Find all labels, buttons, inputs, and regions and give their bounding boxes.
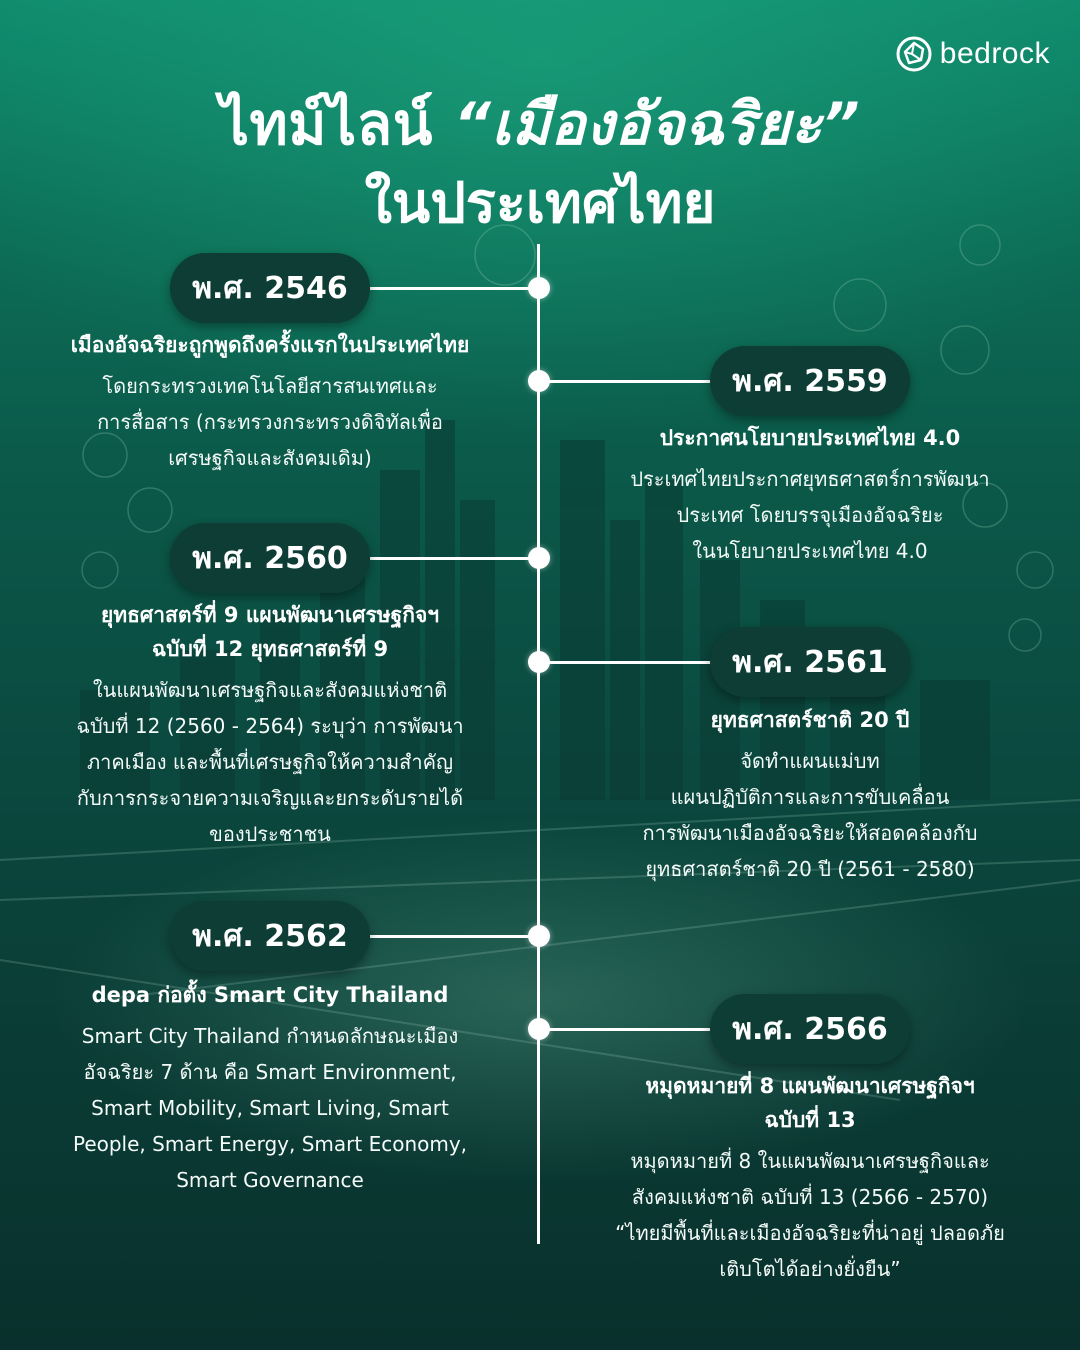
event-description-line: เติบโตได้อย่างยั่งยืน” [719,1257,901,1281]
event-description-line: People, Smart Energy, Smart Economy, [72,1132,468,1156]
event-headline-line: ยุทธศาสตร์ที่ 9 แผนพัฒนาเศรษฐกิจฯ [100,603,440,627]
event-description-line: ในนโยบายประเทศไทย 4.0 [692,539,928,563]
event-description-line: ประเทศไทยประกาศยุทธศาสตร์การพัฒนา [630,467,990,491]
event-headline: depa ก่อตั้ง Smart City Thailand [91,983,449,1007]
year-badge-2566: พ.ศ. 2566 [710,994,910,1064]
event-headline [10,598,530,666]
event-description-line: กับการกระจายความเจริญและยกระดับรายได้ [76,786,464,810]
event-description-line: การพัฒนาเมืองอัจฉริยะให้สอดคล้องกับ [642,821,978,845]
event-headline [560,1069,1060,1137]
timeline-connector [370,557,540,560]
event-description-line: สังคมแห่งชาติ ฉบับที่ 13 (2566 - 2570) [631,1185,989,1209]
event-2562 [10,978,530,1198]
event-description [10,368,530,476]
event-headline: ยุทธศาสตร์ชาติ 20 ปี [710,708,910,732]
timeline-connector [538,380,713,383]
event-description-line: ฉบับที่ 12 (2560 - 2564) ระบุว่า การพัฒนา [76,714,464,738]
event-description [10,672,530,852]
event-description-line: แผนปฏิบัติการและการขับเคลื่อน [670,785,950,809]
event-description-line: โดยกระทรวงเทคโนโลยีสารสนเทศและ [102,374,438,398]
timeline-connector [370,287,540,290]
event-headline-line: ฉบับที่ 12 ยุทธศาสตร์ที่ 9 [151,637,389,661]
page-title [0,86,1080,242]
event-description-line: Smart City Thailand กำหนดลักษณะเมือง [81,1024,459,1048]
year-badge-2559: พ.ศ. 2559 [710,346,910,416]
event-2561 [560,703,1060,887]
event-2546 [10,328,530,476]
event-description-line: “ไทยมีพื้นที่และเมืองอัจฉริยะที่น่าอยู่ ปลอดภัย [615,1221,1005,1245]
event-description [560,743,1060,887]
event-description [10,1018,530,1198]
timeline-spine [537,244,540,1244]
year-badge-2561: พ.ศ. 2561 [710,627,910,697]
title-line-2: ในประเทศไทย [364,171,716,236]
event-description-line: ประเทศ โดยบรรจุเมืองอัจฉริยะ [676,503,944,527]
event-description-line: หมุดหมายที่ 8 ในแผนพัฒนาเศรษฐกิจและ [630,1149,990,1173]
event-description-line: จัดทำแผนแม่บท [740,749,880,773]
year-badge-2560: พ.ศ. 2560 [170,523,370,593]
brand-logo [896,36,1050,72]
event-2560 [10,598,530,852]
timeline-connector [538,661,713,664]
brand-name: bedrock [939,37,1050,70]
title-part-2: “เมืองอัจฉริยะ” [453,90,861,158]
year-badge-2546: พ.ศ. 2546 [170,253,370,323]
event-description-line: ในแผนพัฒนาเศรษฐกิจและสังคมแห่งชาติ [92,678,448,702]
title-line-1 [0,86,1080,162]
event-2559 [560,421,1060,569]
timeline-dot [528,925,550,947]
event-description-line: อัจฉริยะ 7 ด้าน คือ Smart Environment, [83,1060,457,1084]
event-headline: ประกาศนโยบายประเทศไทย 4.0 [659,426,961,450]
bedrock-logo-icon [896,36,932,72]
timeline-dot [528,547,550,569]
event-description [560,1143,1060,1287]
event-description-line: Smart Mobility, Smart Living, Smart [91,1096,449,1120]
event-headline-line: หมุดหมายที่ 8 แผนพัฒนาเศรษฐกิจฯ [645,1074,975,1098]
event-description-line: ภาคเมือง และพื้นที่เศรษฐกิจให้ความสำคัญ [86,750,454,774]
timeline-dot [528,1018,550,1040]
event-description-line: การสื่อสาร (กระทรวงกระทรวงดิจิทัลเพื่อ [97,410,443,434]
event-2566 [560,1069,1060,1287]
timeline-connector [538,1028,713,1031]
year-badge-2562: พ.ศ. 2562 [170,901,370,971]
title-part-1: ไทม์ไลน์ [219,90,454,158]
event-headline-line: ฉบับที่ 13 [764,1108,856,1132]
timeline-dot [528,370,550,392]
event-headline: เมืองอัจฉริยะถูกพูดถึงครั้งแรกในประเทศไทย [70,333,470,357]
timeline-dot [528,651,550,673]
event-description [560,461,1060,569]
event-description-line: ยุทธศาสตร์ชาติ 20 ปี (2561 - 2580) [645,857,975,881]
timeline-dot [528,277,550,299]
event-description-line: ของประชาชน [209,822,331,846]
timeline-connector [370,935,540,938]
event-description-line: เศรษฐกิจและสังคมเดิม) [168,446,372,470]
event-description-line: Smart Governance [176,1168,364,1192]
